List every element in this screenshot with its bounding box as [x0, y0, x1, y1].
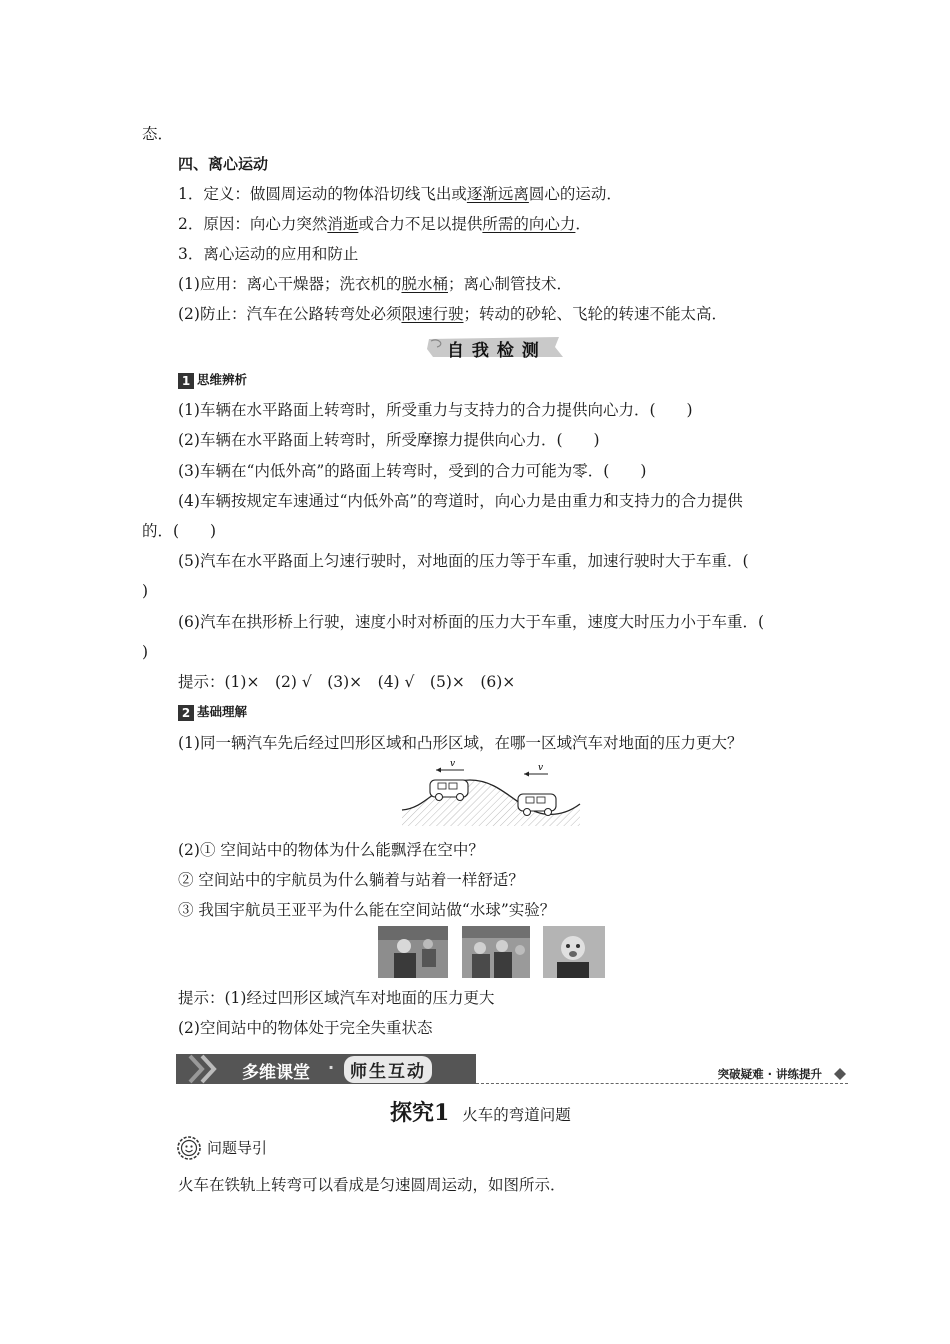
astronaut-photo [462, 926, 530, 978]
blank-answer: 逐渐远离 [466, 185, 529, 203]
banner-title: 自 我 检 测 [447, 341, 540, 361]
banner-highlight-text: 师生互动 [344, 1056, 432, 1083]
section-number-badge: 2 [178, 705, 194, 721]
intro-tail: 态． [142, 125, 174, 143]
blank-answer: 消逝 [327, 215, 359, 233]
question-4-cont: 的．( ) [142, 522, 217, 540]
question-5-cont: ) [142, 582, 149, 600]
question-1: (1)车辆在水平路面上转弯时，所受重力与支持力的合力提供向心力．( ) [178, 401, 693, 419]
cause-line: 2．原因：向心力突然消逝或合力不足以提供所需的向心力． [178, 215, 591, 233]
classroom-banner [176, 1054, 848, 1086]
velocity-label: v [538, 763, 544, 773]
hint-2a: 提示：(1)经过凹形区域汽车对地面的压力更大 [178, 989, 495, 1007]
velocity-label: v [450, 759, 456, 769]
section-number-badge: 1 [178, 373, 194, 389]
guide-title: 问题导引 [206, 1139, 267, 1157]
hint-1: 提示：(1)× (2) √ (3)× (4) √ (5)× (6)× [178, 673, 516, 691]
banner-left-text: 多维课堂 [242, 1063, 310, 1083]
understanding-q2b: ② 空间站中的宇航员为什么躺着与站着一样舒适？ [178, 871, 524, 889]
explore-title: 火车的弯道问题 [462, 1106, 571, 1124]
question-4: (4)车辆按规定车速通过“内低外高”的弯道时，向心力是由重力和支持力的合力提供 [178, 492, 743, 510]
guide-text: 火车在铁轨上转弯可以看成是匀速圆周运动，如图所示． [178, 1176, 566, 1194]
blank-answer: 限速行驶 [401, 305, 464, 323]
definition-line: 1．定义：做圆周运动的物体沿切线飞出或逐渐远离圆心的运动． [178, 185, 622, 203]
prevention-line: (2)防止：汽车在公路转弯处必须限速行驶；转动的砂轮、飞轮的转速不能太高． [178, 305, 727, 323]
blank-answer: 脱水桶 [401, 275, 448, 293]
guide-heading [176, 1134, 267, 1161]
understanding-q1: (1)同一辆汽车先后经过凹形区域和凸形区域，在哪一区域汽车对地面的压力更大？ [178, 734, 743, 752]
subsection-thinking: 1 思维辨析 [178, 370, 247, 389]
question-6: (6)汽车在拱形桥上行驶，速度小时对桥面的压力大于车重，速度大时压力小于车重．( [178, 613, 765, 631]
double-chevron-icon [186, 1054, 226, 1084]
question-2: (2)车辆在水平路面上转弯时，所受摩擦力提供向心力．( ) [178, 431, 600, 449]
astronaut-photo [543, 926, 605, 978]
banner-dot: · [328, 1058, 335, 1077]
hint-2b: (2)空间站中的物体处于完全失重状态 [178, 1019, 433, 1037]
question-3: (3)车辆在“内低外高”的路面上转弯时，受到的合力可能为零．( ) [178, 462, 647, 480]
question-6-cont: ) [142, 643, 149, 661]
application-title: 3．离心运动的应用和防止 [178, 245, 359, 263]
question-5: (5)汽车在水平路面上匀速行驶时，对地面的压力等于车重，加速行驶时大于车重．( [178, 552, 749, 570]
subsection-understanding: 2 基础理解 [178, 702, 247, 721]
diamond-icon [834, 1068, 846, 1080]
car-icon [430, 780, 468, 801]
astronaut-photo [378, 926, 448, 978]
understanding-q2a: (2)① 空间站中的物体为什么能飘浮在空中？ [178, 841, 484, 859]
explore-label: 探究1 [390, 1100, 450, 1126]
smiley-sun-icon [176, 1135, 202, 1161]
self-check-banner [425, 335, 565, 359]
section-title: 四、离心运动 [178, 155, 269, 173]
understanding-q2c: ③ 我国宇航员王亚平为什么能在空间站做“水球”实验？ [178, 901, 556, 919]
car-road-figure [398, 758, 584, 826]
blank-answer: 所需的向心力 [482, 215, 576, 233]
explore-heading [390, 1100, 571, 1128]
banner-right-text: 突破疑难 · 讲练提升 [717, 1067, 822, 1081]
application-line: (1)应用：离心干燥器；洗衣机的脱水桶；离心制管技术． [178, 275, 572, 293]
